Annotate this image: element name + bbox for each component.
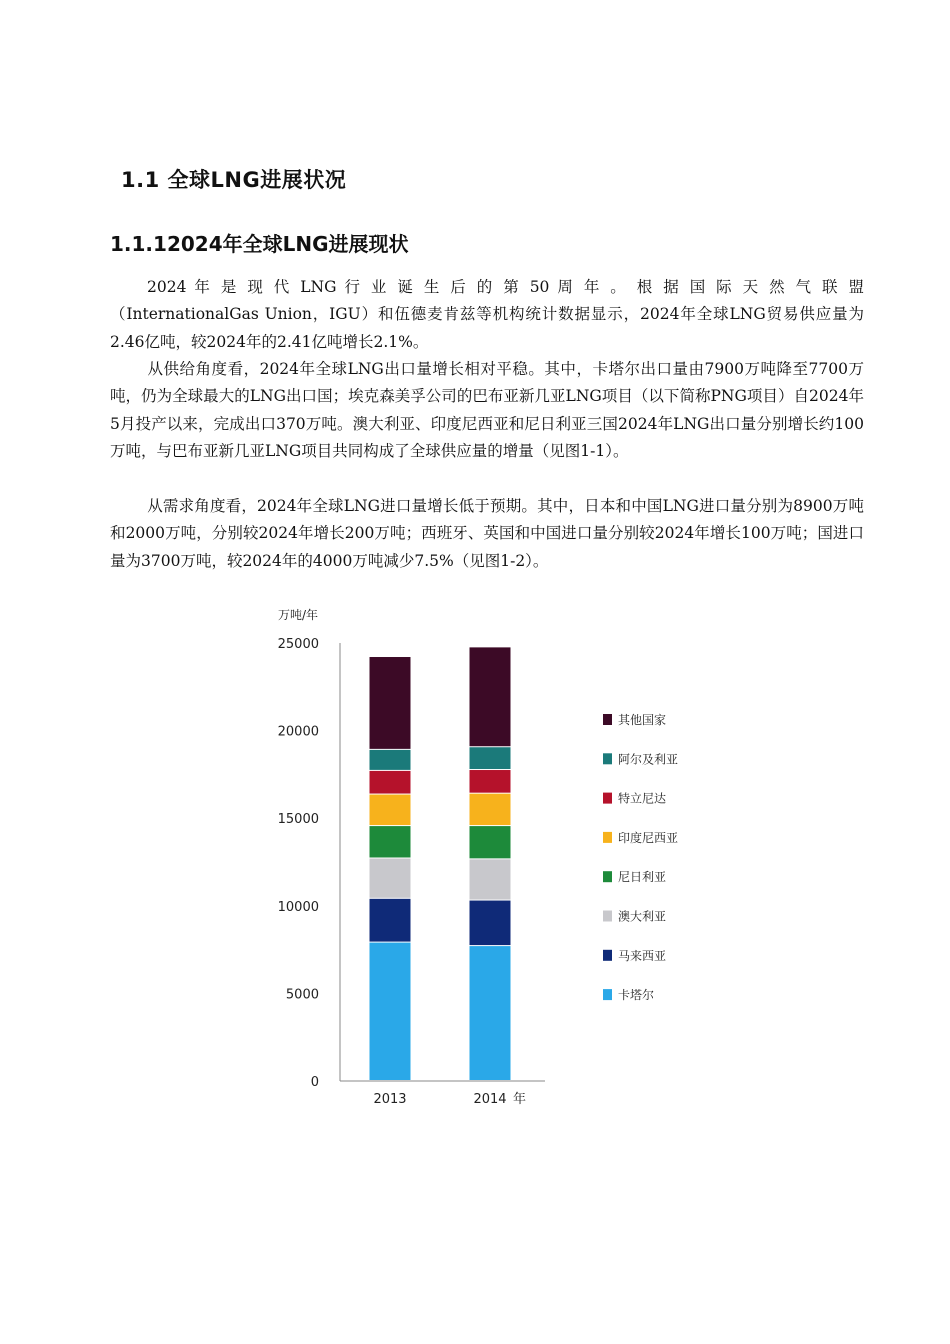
y-axis-label: 万吨/年 [278,608,319,622]
subsection-heading: 1.1.12024年全球LNG进展现状 [110,232,409,256]
legend-label: 其他国家 [618,713,667,727]
bar-segment [370,750,411,770]
bar-segment [370,795,411,826]
paragraph-3-text: 从需求角度看，2024年全球LNG进口量增长低于预期。其中，日本和中国LNG进口量分别为8900万吨和2000万吨，分别较2024年增长200万吨；西班牙、英国和中国进口量分别较2024年增长100万吨；国进口量为3700万吨，较2024年的4000万吨减少7.5%（见图1-2）。 [110,497,864,570]
lng-export-stacked-bar-chart [270,600,710,1120]
paragraph-1-text: 2024 年 是 现 代 LNG 行 业 诞 生 后 的 第 50 周 年 。 根 据 国 际 天 然 气 联 盟（InternationalGas Union，IGU）和伍德麦肯兹等机构统计数据显示，2024年全球LNG贸易供应量为2.46亿吨，较2024年的2.41亿吨增长2.1%。 [110,278,864,351]
bar-segment [470,647,511,746]
legend-item [603,830,678,845]
x-tick-label: 2014 [473,1092,507,1107]
legend-item [603,948,666,963]
bar-segment [370,899,411,942]
bar-segment [470,826,511,858]
y-tick-label: 5000 [285,987,319,1003]
bar-segment [370,771,411,794]
bar-segment [470,770,511,793]
x-axis-unit: 年 [513,1092,527,1107]
legend-swatch [603,871,612,882]
bar-segment [370,943,411,1080]
legend-swatch [603,832,612,843]
bar-segment [470,859,511,899]
legend-swatch [603,793,612,804]
legend-swatch [603,911,612,922]
bar-segment [470,901,511,946]
y-tick-label: 20000 [277,724,319,740]
legend-item [603,909,666,924]
paragraph-2 [110,356,864,466]
bar-stack-2013 [370,657,411,1080]
paragraph-1 [110,274,864,356]
legend-item [603,869,666,884]
y-tick-label: 25000 [277,637,319,652]
legend-label: 印度尼西亚 [618,830,679,845]
bar-stack-2014 [470,647,511,1080]
legend-swatch [603,950,612,961]
legend-label: 澳大利亚 [618,909,667,924]
paragraph-3 [110,493,864,575]
legend-label: 阿尔及利亚 [618,752,679,767]
y-tick-label: 0 [310,1075,319,1090]
legend-swatch [603,714,612,725]
paragraph-2-text: 从供给角度看，2024年全球LNG出口量增长相对平稳。其中，卡塔尔出口量由7900万吨降至7700万吨，仍为全球最大的LNG出口国；埃克森美孚公司的巴布亚新几亚LNG项目（以下简称PNG项目）自2024年5月投产以来，完成出口370万吨。澳大利亚、印度尼西亚和尼日利亚三国2024年LNG出口量分别增长约100万吨，与巴布亚新几亚LNG项目共同构成了全球供应量的增量（见图1-1）。 [110,360,864,461]
legend [603,712,678,1002]
bar-segment [470,946,511,1080]
legend-label: 特立尼达 [618,791,667,806]
x-tick-label: 2013 [373,1092,407,1107]
legend-item [603,791,666,806]
y-tick-label: 10000 [277,899,319,915]
bars [370,647,511,1080]
legend-swatch [603,989,612,1000]
bar-segment [370,826,411,857]
bar-segment [370,858,411,897]
bar-segment [470,747,511,769]
legend-label: 马来西亚 [618,948,667,963]
legend-label: 尼日利亚 [618,870,667,885]
section-heading: 1.1 全球LNG进展状况 [121,168,347,192]
bar-segment [370,657,411,749]
bar-segment [470,794,511,825]
legend-item [603,751,678,766]
legend-item [603,987,654,1002]
legend-label: 卡塔尔 [618,988,655,1003]
y-axis-ticks [278,637,319,1090]
x-axis-ticks [373,1091,526,1107]
legend-swatch [603,753,612,764]
legend-item [603,712,666,727]
y-tick-label: 15000 [277,812,319,828]
